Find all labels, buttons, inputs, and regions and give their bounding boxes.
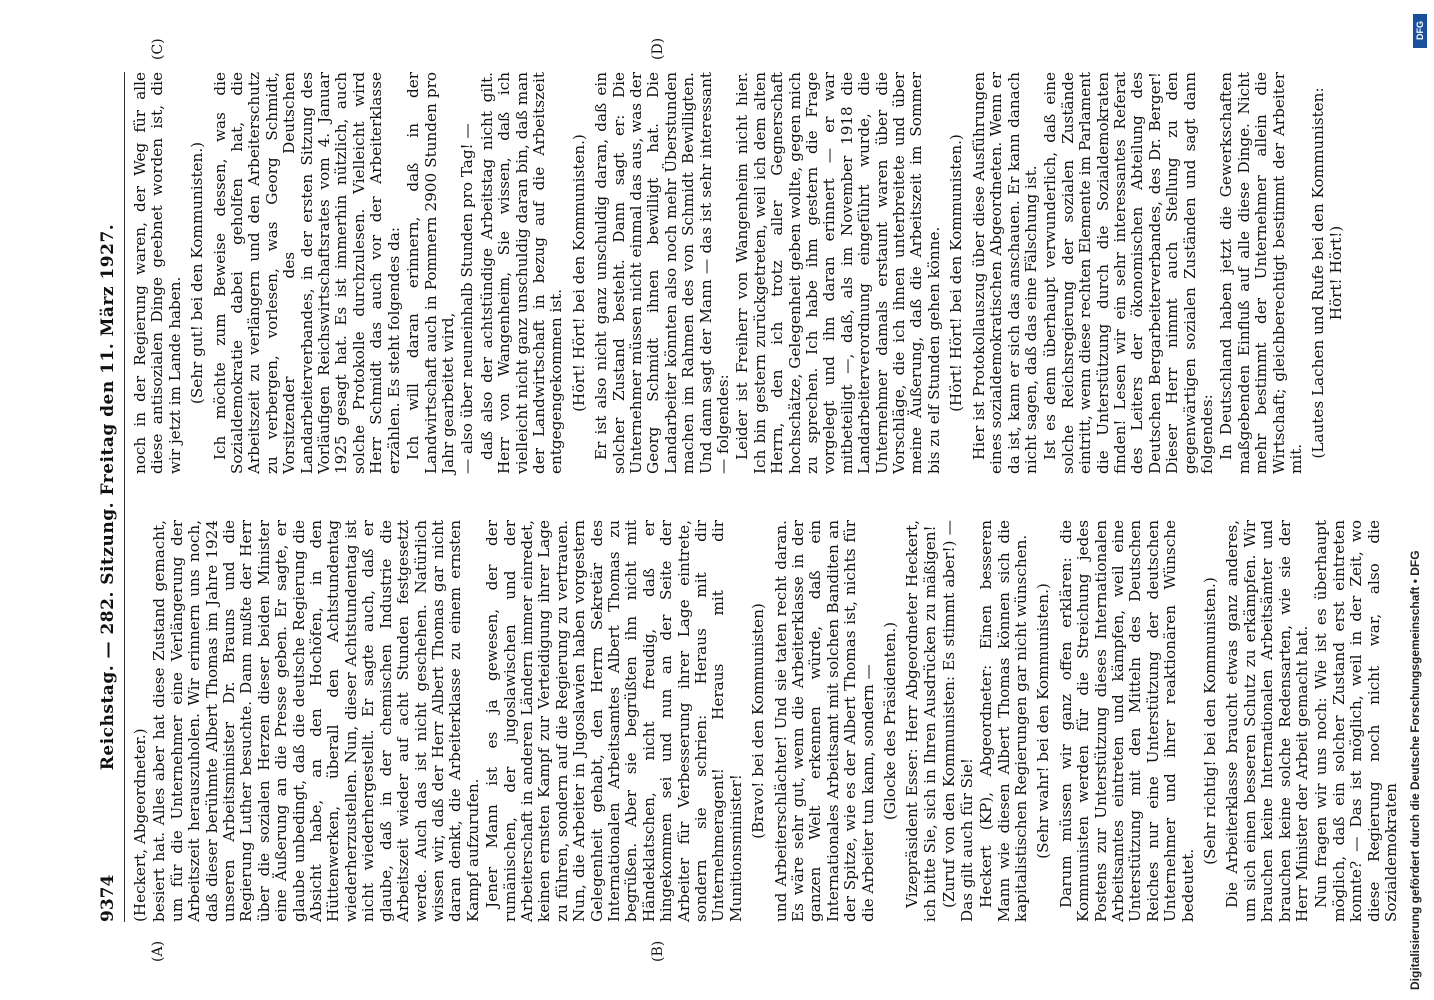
right_column-paragraph: Ich will daran erinnern, daß in der Landwirtschaft auch in Pommern 2900 Stunden pro Jahr gearbeitet wird, [404,72,457,474]
dfg-credit: Digitalisierung gefördert durch die Deutsche Forschungsgemeinschaft • DFG [1408,550,1422,990]
left-column [132,520,1402,922]
right_column-paragraph: Leider ist Freiherr von Wangenheim nicht hier. Ich bin gestern zurückgetreten, weil ich dem alten Herrn, den ich trotz aller Gegnerschaft hochschätze, Gelegenheit geben wollte, gegen mich zu sprechen. Ich habe ihm gestern die Frage vorgelegt und ihn daran erinnert — er war mitbeteiligt —, daß, als im November 1918 die Landarbeiterverordnung eingeführt wurde, die Unternehmer damals erstaunt waren über die Vorschläge, die ich ihnen unterbreitete und über meine Äußerung, daß die Arbeitszeit im Sommer bis zu elf Stunden gehen könne. [733,72,943,474]
right_column-paragraph: (Sehr gut! bei den Kommunisten.) [188,141,207,405]
left_column-paragraph: besiert hat. Alles aber hat diese Zustand gemacht, um für die Unternehmer eine Verlängerung der Arbeitszeit herauszuholen. Wir erinnern uns noch, daß dieser berühmte Albert Thomas im Jahre 1924 unseren Arbeitsminister Dr. Brauns und die Regierung Luther besuchte. Dann mußte der Herr über die sozialen Herzen dieser beiden Minister eine Äußerung an die Presse geben. Er sagte, er glaube unbedingt, daß die deutsche Regierung die Absicht habe, an den Hochöfen, in den Hüttenwerken, überall den Achtstundentag wiederherzustellen. Nun, dieser Achtstundentag ist nicht wiederhergestellt. Er sagte auch, daß er glaube, daß in der chemischen Industrie die Arbeitszeit wieder auf acht Stunden festgesetzt werde. Auch das ist nicht geschehen. Natürlich wissen wir, daß der Herr Albert Thomas gar nicht daran denkt, die Arbeiterklasse zu einem ernsten Kampf aufzurufen. [150,520,482,922]
left_column-paragraph: (Heckert, Abgeordneter.) [131,728,149,922]
dfg-logo: DFG [1413,14,1427,48]
left_column-paragraph: und Arbeiterschlächter! Und sie taten recht daran. Es wäre sehr gut, wenn die Arbeiterklasse in der ganzen Welt erkennen würde, daß ein Internationales Arbeitsamt mit solchen Banditen an der Spitze, wie es der Albert Thomas ist, nichts für die Arbeiter tun kann, sondern — [771,520,877,922]
right_column-paragraph: daß also der achtstündige Arbeitstag nicht gilt. Herr von Wangenheim, Sie wissen, daß ich vielleicht nicht ganz unschuldig daran bin, daß man der Landwirtschaft in bezug auf die Arbeitszeit entgegengekommen ist. [477,72,566,474]
left_column-paragraph: Darum müssen wir ganz offen erklären: die Kommunisten werden für die Streichung jedes Postens zur Unterstützung dieses Internationalen Arbeitsamtes eintreten und kämpfen, weil eine Unterstützung mit den Mitteln des Deutschen Reiches nur eine Unterstützung der deutschen Unternehmer und ihrer reaktionären Wünsche bedeutet. [1056,520,1197,922]
header-title: Reichstag. — 282. Sitzung. Freitag den 11. März 1927. [98,223,118,771]
left_column-paragraph: Heckert (KP), Abgeordneter: Einen besseren Mann wie diesen Albert Thomas können sich die kapitalistischen Regierungen gar nicht wünschen. [977,520,1030,922]
right_column-paragraph: (Hört! Hört! bei den Kommunisten.) [947,134,966,412]
header-rule [124,72,125,922]
right_column-paragraph: — also über neuneinhalb Stunden pro Tag! — [458,123,477,474]
left_column-paragraph: (Bravo! bei den Kommunisten) [749,603,768,839]
left_column-paragraph: (Sehr wahr! bei den Kommunisten.) [1034,583,1053,859]
dfg-sidebar [1395,10,1434,1000]
left_column-paragraph: Jener Mann ist es ja gewesen, der der rumänischen, der jugoslawischen und der Arbeiterschaft in anderen Ländern immer einredet, keinen ernsten Kampf zur Verteidigung ihrer Lage zu führen, sondern auf die Regierung zu vertrauen. Nun, die Arbeiter in Jugoslawien haben vorgestern Gelegenheit gehabt, den Herrn Sekretär des Internationalen Arbeitsamtes Albert Thomas zu begrüßen. Aber sie begrüßten ihn nicht mit Händeklatschen, nicht freudig, daß er hingekommen sei und nun an der Seite der Arbeiter für Verbesserung ihrer Lage eintrete, sondern sie schrien: Heraus mit dir Unternehmeragent! Heraus mit dir Munitionsminister! [483,520,745,922]
left_column-paragraph: (Glocke des Präsidenten.) [881,621,900,821]
margin-letter-a: (A) [150,940,166,962]
right_column-paragraph: Ist es denn überhaupt verwunderlich, daß eine solche Reichsregierung der sozialen Zustände eintritt, wenn diese rechten Elemente im Parlament die Unterstützung durch die Sozialdemokraten finden! Lesen wir ein sehr interessantes Referat des Leiters der ökonomischen Abteilung des Deutschen Bergarbeiterverbandes, des Dr. Berger! Dieser Herr nimmt auch Stellung zu den gegenwärtigen sozialen Zuständen und sagt dann folgendes: [1041,72,1216,474]
right_column-paragraph: Er ist also nicht ganz unschuldig daran, daß ein solcher Zustand besteht. Dann sagt er: Die Unternehmer müssen nicht einmal das aus, was der Georg Schmidt ihnen bewilligt hat. Die Landarbeiter könnten also noch mehr Überstunden machen im Rahmen des von Schmidt Bewilligten. Und dann sagt der Mann — das ist sehr interessant — folgendes: [592,72,732,474]
page-header [98,72,124,922]
left_column-paragraph: Vizepräsident Esser: Herr Abgeordneter Heckert, ich bitte Sie, sich in Ihren Ausdrücken zu mäßigen! [903,520,939,922]
right_column-paragraph: (Lautes Lachen und Rufe bei den Kommunisten: Hört! Hört!) [1309,87,1345,459]
left_column-paragraph: (Sehr richtig! bei den Kommunisten.) [1200,577,1219,865]
right_column-paragraph: In Deutschland haben jetzt die Gewerkschaften maßgebenden Einfluß auf alle diese Dinge. Nicht mehr bestimmt der Unternehmer allein die Wirtschaft; gleichberechtigt bestimmt der Arbeiter mit. [1217,72,1305,474]
right_column-paragraph: Ich möchte zum Beweise dessen, was die Sozialdemokratie dabei geholfen hat, die Arbeitszeit zu verlängern und den Arbeiterschutz zu verbergen, vorlesen, was Georg Schmidt, Vorsitzender des Deutschen Landarbeiterverbandes, in der ersten Sitzung des Vorläufigen Reichswirtschaftsrates vom 4. Januar 1925 gesagt hat. Es ist immerhin nützlich, auch solche Protokolle durchzulesen. Vielleicht wird Herr Schmidt das auch vor der Arbeiterklasse erzählen. Es steht folgendes da: [210,72,403,474]
page-number: 9374 [98,874,118,922]
left_column-paragraph: Nun fragen wir uns noch: Wie ist es überhaupt möglich, daß ein solcher Zustand erst eintreten konnte? — Das ist möglich, weil in der Zeit, wo diese Regierung noch nicht war, also die Sozialdemokraten [1312,520,1401,922]
margin-letter-d: (D) [650,37,666,60]
left_column-paragraph: Die Arbeiterklasse braucht etwas ganz anderes, um sich einen besseren Schutz zu erkämpfen. Wir brauchen keine Internationalen Arbeitsämter und brauchen keine solche Redensarten, wie sie der Herr Minister der Arbeit gemacht hat. [1223,520,1311,922]
right_column-paragraph: Hier ist Protokollauszug über diese Ausführungen eines sozialdemokratischen Abgeordneten. Wenn er da ist, kann er sich das anschauen. Er kann danach nicht sagen, daß das eine Fälschung ist. [969,72,1040,474]
margin-letter-b: (B) [650,940,666,962]
margin-letter-c: (C) [150,38,166,60]
left_column-paragraph: (Zuruf von den Kommunisten: Es stimmt aber!) — Das gilt auch für Sie! [940,520,976,922]
right_column-paragraph: (Hört! Hört! bei den Kommunisten.) [569,134,588,412]
right_column-paragraph: noch in der Regierung waren, der Weg für alle diese antisozialen Dinge geebnet worden ist, die wir jetzt im Lande haben. [131,72,184,474]
right-column [132,72,1350,474]
